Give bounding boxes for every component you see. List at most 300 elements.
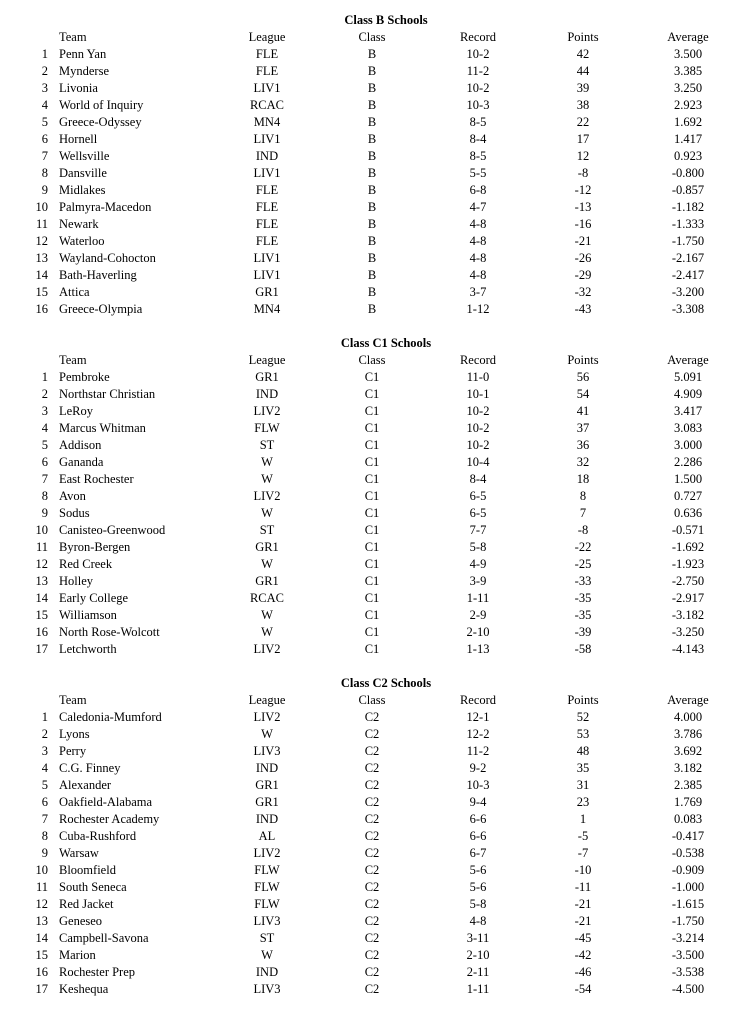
table-row [0, 199, 753, 216]
points-cell: 23 [576, 795, 590, 809]
table-row [0, 981, 753, 998]
points-cell: 7 [579, 506, 587, 520]
table-row [0, 539, 753, 556]
class-cell: C1 [364, 506, 380, 520]
class-cell: B [367, 234, 377, 248]
points-cell: -11 [574, 880, 592, 894]
header-average: Average [667, 30, 709, 44]
league-cell: GR1 [255, 795, 279, 809]
average-cell: -1.000 [671, 880, 705, 894]
header-league: League [248, 30, 286, 44]
points-cell: 56 [576, 370, 590, 384]
record-cell: 10-4 [466, 455, 490, 469]
table-row [0, 301, 753, 318]
header-league: League [248, 693, 286, 707]
table-row [0, 471, 753, 488]
table-row [0, 641, 753, 658]
team-cell: Greece-Olympia [59, 302, 143, 316]
points-cell: -22 [574, 540, 592, 554]
class-cell: C1 [364, 455, 380, 469]
points-cell: -45 [574, 931, 592, 945]
header-class: Class [358, 353, 386, 367]
class-cell: C1 [364, 523, 380, 537]
record-cell: 8-5 [469, 115, 487, 129]
league-cell: GR1 [255, 574, 279, 588]
league-cell: AL [258, 829, 276, 843]
league-cell: LIV3 [253, 982, 281, 996]
class-cell: C1 [364, 642, 380, 656]
class-cell: B [367, 64, 377, 78]
class-cell: C1 [364, 608, 380, 622]
record-cell: 12-2 [466, 727, 490, 741]
team-cell: World of Inquiry [59, 98, 144, 112]
rank-cell: 3 [41, 81, 48, 95]
table-row [0, 573, 753, 590]
average-cell: -0.800 [671, 166, 705, 180]
league-cell: FLW [254, 897, 280, 911]
table-row [0, 437, 753, 454]
header-row [0, 352, 753, 369]
average-cell: 1.692 [673, 115, 703, 129]
points-cell: 17 [576, 132, 590, 146]
rank-cell: 17 [35, 982, 48, 996]
table-row [0, 607, 753, 624]
table-row [0, 97, 753, 114]
league-cell: IND [255, 149, 279, 163]
league-cell: RCAC [249, 98, 285, 112]
class-cell: B [367, 47, 377, 61]
header-record: Record [459, 30, 497, 44]
record-cell: 4-9 [469, 557, 487, 571]
league-cell: GR1 [255, 370, 279, 384]
class-cell: C1 [364, 370, 380, 384]
rank-cell: 14 [35, 268, 48, 282]
league-cell: W [261, 557, 273, 571]
average-cell: 1.417 [673, 132, 703, 146]
team-cell: Wayland-Cohocton [59, 251, 156, 265]
record-cell: 11-2 [466, 744, 490, 758]
rank-cell: 5 [41, 115, 48, 129]
average-cell: 4.909 [673, 387, 703, 401]
average-cell: -0.571 [671, 523, 705, 537]
rank-cell: 12 [35, 234, 48, 248]
table-row [0, 811, 753, 828]
rank-cell: 6 [41, 455, 48, 469]
class-cell: C2 [364, 914, 380, 928]
team-cell: Wellsville [59, 149, 110, 163]
class-cell: C2 [364, 727, 380, 741]
team-cell: Marcus Whitman [59, 421, 146, 435]
points-cell: -8 [577, 523, 589, 537]
league-cell: LIV2 [253, 404, 281, 418]
league-cell: ST [259, 438, 275, 452]
rank-cell: 3 [41, 404, 48, 418]
rank-cell: 8 [41, 489, 48, 503]
record-cell: 10-3 [466, 778, 490, 792]
record-cell: 4-7 [469, 200, 487, 214]
points-cell: 39 [576, 81, 590, 95]
record-cell: 3-11 [466, 931, 490, 945]
rank-cell: 13 [35, 914, 48, 928]
average-cell: 3.250 [673, 81, 703, 95]
points-cell: -46 [574, 965, 592, 979]
class-cell: C2 [364, 761, 380, 775]
average-cell: -1.750 [671, 914, 705, 928]
average-cell: 3.786 [673, 727, 703, 741]
league-cell: FLW [254, 421, 280, 435]
header-points: Points [567, 693, 599, 707]
league-cell: ST [259, 931, 275, 945]
record-cell: 9-2 [469, 761, 487, 775]
points-cell: 35 [576, 761, 590, 775]
class-cell: C1 [364, 625, 380, 639]
rank-cell: 12 [35, 897, 48, 911]
table-row [0, 590, 753, 607]
rank-cell: 4 [41, 421, 48, 435]
record-cell: 6-8 [469, 183, 487, 197]
league-cell: W [261, 625, 273, 639]
team-cell: Campbell-Savona [59, 931, 149, 945]
record-cell: 10-2 [466, 438, 490, 452]
table-row [0, 165, 753, 182]
header-team: Team [59, 30, 87, 44]
average-cell: 5.091 [673, 370, 703, 384]
class-cell: B [367, 200, 377, 214]
class-cell: B [367, 98, 377, 112]
class-cell: C1 [364, 472, 380, 486]
team-cell: Mynderse [59, 64, 109, 78]
points-cell: 22 [576, 115, 590, 129]
table-row [0, 556, 753, 573]
league-cell: LIV2 [253, 489, 281, 503]
record-cell: 6-5 [469, 489, 487, 503]
average-cell: 3.385 [673, 64, 703, 78]
league-cell: FLE [255, 183, 279, 197]
header-record: Record [459, 353, 497, 367]
average-cell: -0.857 [671, 183, 705, 197]
team-cell: Geneseo [59, 914, 103, 928]
header-team: Team [59, 353, 87, 367]
team-cell: Letchworth [59, 642, 117, 656]
average-cell: -0.417 [671, 829, 705, 843]
points-cell: 8 [579, 489, 587, 503]
points-cell: -21 [574, 897, 592, 911]
team-cell: Newark [59, 217, 99, 231]
record-cell: 6-6 [469, 829, 487, 843]
team-cell: Hornell [59, 132, 98, 146]
rank-cell: 9 [41, 846, 48, 860]
record-cell: 1-12 [466, 302, 490, 316]
average-cell: 3.417 [673, 404, 703, 418]
class-cell: B [367, 149, 377, 163]
rank-cell: 6 [41, 795, 48, 809]
average-cell: 3.000 [673, 438, 703, 452]
league-cell: LIV1 [253, 268, 281, 282]
table-row [0, 233, 753, 250]
points-cell: -7 [577, 846, 589, 860]
team-cell: Cuba-Rushford [59, 829, 137, 843]
points-cell: 36 [576, 438, 590, 452]
class-cell: B [367, 183, 377, 197]
league-cell: MN4 [253, 115, 281, 129]
table-row [0, 913, 753, 930]
points-cell: 52 [576, 710, 590, 724]
rank-cell: 16 [35, 625, 48, 639]
team-cell: Livonia [59, 81, 98, 95]
class-cell: B [367, 302, 377, 316]
rank-cell: 13 [35, 574, 48, 588]
team-cell: Avon [59, 489, 86, 503]
record-cell: 3-9 [469, 574, 487, 588]
record-cell: 1-11 [466, 982, 490, 996]
class-cell: C1 [364, 438, 380, 452]
table-row [0, 964, 753, 981]
points-cell: -58 [574, 642, 592, 656]
record-cell: 2-10 [466, 625, 490, 639]
league-cell: FLW [254, 880, 280, 894]
points-cell: -33 [574, 574, 592, 588]
team-cell: Alexander [59, 778, 112, 792]
average-cell: -1.923 [671, 557, 705, 571]
average-cell: -0.538 [671, 846, 705, 860]
class-cell: C1 [364, 421, 380, 435]
class-cell: C1 [364, 404, 380, 418]
points-cell: 44 [576, 64, 590, 78]
header-row [0, 692, 753, 709]
rank-cell: 3 [41, 744, 48, 758]
average-cell: -2.417 [671, 268, 705, 282]
table-row [0, 369, 753, 386]
table-row [0, 386, 753, 403]
record-cell: 12-1 [466, 710, 490, 724]
league-cell: LIV2 [253, 710, 281, 724]
points-cell: 31 [576, 778, 590, 792]
average-cell: -3.538 [671, 965, 705, 979]
rank-cell: 13 [35, 251, 48, 265]
average-cell: 0.083 [673, 812, 703, 826]
table-row [0, 505, 753, 522]
league-cell: LIV1 [253, 132, 281, 146]
league-cell: GR1 [255, 540, 279, 554]
class-cell: C1 [364, 387, 380, 401]
rank-cell: 15 [35, 948, 48, 962]
record-cell: 5-5 [469, 166, 487, 180]
rank-cell: 11 [35, 540, 48, 554]
record-cell: 8-4 [469, 132, 487, 146]
rank-cell: 14 [35, 591, 48, 605]
points-cell: -39 [574, 625, 592, 639]
record-cell: 4-8 [469, 268, 487, 282]
record-cell: 8-4 [469, 472, 487, 486]
table-row [0, 947, 753, 964]
record-cell: 3-7 [469, 285, 487, 299]
team-cell: Williamson [59, 608, 117, 622]
points-cell: -54 [574, 982, 592, 996]
league-cell: FLE [255, 47, 279, 61]
rank-cell: 2 [41, 64, 48, 78]
record-cell: 10-2 [466, 404, 490, 418]
league-cell: ST [259, 523, 275, 537]
class-cell: C1 [364, 557, 380, 571]
table-row [0, 284, 753, 301]
rank-cell: 2 [41, 727, 48, 741]
average-cell: -3.200 [671, 285, 705, 299]
header-points: Points [567, 353, 599, 367]
record-cell: 10-2 [466, 81, 490, 95]
average-cell: 1.769 [673, 795, 703, 809]
team-cell: Greece-Odyssey [59, 115, 142, 129]
team-cell: Gananda [59, 455, 104, 469]
team-cell: Rochester Prep [59, 965, 136, 979]
record-cell: 1-11 [466, 591, 490, 605]
average-cell: 4.000 [673, 710, 703, 724]
header-team: Team [59, 693, 87, 707]
league-cell: IND [255, 812, 279, 826]
league-cell: FLW [254, 863, 280, 877]
points-cell: -5 [577, 829, 589, 843]
points-cell: 54 [576, 387, 590, 401]
record-cell: 2-11 [466, 965, 490, 979]
class-cell: B [367, 115, 377, 129]
team-cell: Sodus [59, 506, 90, 520]
league-cell: FLE [255, 64, 279, 78]
points-cell: -13 [574, 200, 592, 214]
rank-cell: 14 [35, 931, 48, 945]
average-cell: -1.750 [671, 234, 705, 248]
average-cell: 2.286 [673, 455, 703, 469]
team-cell: Early College [59, 591, 129, 605]
team-cell: Rochester Academy [59, 812, 160, 826]
team-cell: LeRoy [59, 404, 94, 418]
header-record: Record [459, 693, 497, 707]
team-cell: C.G. Finney [59, 761, 121, 775]
points-cell: -32 [574, 285, 592, 299]
points-cell: -10 [574, 863, 592, 877]
record-cell: 7-7 [469, 523, 487, 537]
points-cell: -42 [574, 948, 592, 962]
class-cell: B [367, 166, 377, 180]
class-cell: B [367, 285, 377, 299]
league-cell: FLE [255, 200, 279, 214]
record-cell: 11-0 [466, 370, 490, 384]
team-cell: Pembroke [59, 370, 110, 384]
class-cell: C2 [364, 744, 380, 758]
league-cell: W [261, 472, 273, 486]
league-cell: FLE [255, 234, 279, 248]
team-cell: Caledonia-Mumford [59, 710, 162, 724]
average-cell: 2.385 [673, 778, 703, 792]
class-cell: C2 [364, 880, 380, 894]
team-cell: Bath-Haverling [59, 268, 137, 282]
section-title: Class C1 Schools [340, 336, 432, 350]
rank-cell: 11 [35, 880, 48, 894]
points-cell: 37 [576, 421, 590, 435]
rank-cell: 10 [35, 863, 48, 877]
rank-cell: 7 [41, 812, 48, 826]
rank-cell: 11 [35, 217, 48, 231]
table-row [0, 828, 753, 845]
average-cell: -3.250 [671, 625, 705, 639]
record-cell: 5-8 [469, 540, 487, 554]
rank-cell: 8 [41, 166, 48, 180]
section-title: Class B Schools [344, 13, 428, 27]
class-cell: C1 [364, 591, 380, 605]
table-row [0, 709, 753, 726]
league-cell: W [261, 506, 273, 520]
class-cell: C2 [364, 710, 380, 724]
average-cell: -1.692 [671, 540, 705, 554]
rank-cell: 12 [35, 557, 48, 571]
team-cell: Waterloo [59, 234, 105, 248]
table-row [0, 131, 753, 148]
rank-cell: 1 [41, 47, 48, 61]
average-cell: 3.083 [673, 421, 703, 435]
league-cell: IND [255, 761, 279, 775]
points-cell: -26 [574, 251, 592, 265]
table-row [0, 114, 753, 131]
class-cell: C2 [364, 948, 380, 962]
league-cell: LIV3 [253, 744, 281, 758]
points-cell: -21 [574, 914, 592, 928]
league-cell: W [261, 948, 273, 962]
class-cell: C2 [364, 846, 380, 860]
team-cell: Dansville [59, 166, 107, 180]
team-cell: South Seneca [59, 880, 127, 894]
record-cell: 5-6 [469, 880, 487, 894]
average-cell: -3.182 [671, 608, 705, 622]
rank-cell: 4 [41, 761, 48, 775]
section-title: Class C2 Schools [340, 676, 432, 690]
record-cell: 4-8 [469, 234, 487, 248]
league-cell: LIV3 [253, 914, 281, 928]
table-row [0, 794, 753, 811]
rank-cell: 15 [35, 608, 48, 622]
points-cell: 38 [576, 98, 590, 112]
table-row [0, 403, 753, 420]
team-cell: Bloomfield [59, 863, 116, 877]
class-cell: C1 [364, 540, 380, 554]
class-cell: C2 [364, 863, 380, 877]
rank-cell: 9 [41, 506, 48, 520]
table-row [0, 267, 753, 284]
league-cell: FLE [255, 217, 279, 231]
class-cell: B [367, 268, 377, 282]
points-cell: -12 [574, 183, 592, 197]
rank-cell: 17 [35, 642, 48, 656]
table-row [0, 760, 753, 777]
record-cell: 4-8 [469, 914, 487, 928]
header-class: Class [358, 30, 386, 44]
team-cell: Perry [59, 744, 87, 758]
record-cell: 6-6 [469, 812, 487, 826]
league-cell: GR1 [255, 285, 279, 299]
points-cell: -16 [574, 217, 592, 231]
table-row [0, 454, 753, 471]
table-row [0, 930, 753, 947]
record-cell: 5-8 [469, 897, 487, 911]
rank-cell: 9 [41, 183, 48, 197]
record-cell: 10-1 [466, 387, 490, 401]
average-cell: -3.500 [671, 948, 705, 962]
league-cell: GR1 [255, 778, 279, 792]
rank-cell: 5 [41, 778, 48, 792]
header-row [0, 29, 753, 46]
header-class: Class [358, 693, 386, 707]
table-row [0, 624, 753, 641]
points-cell: 41 [576, 404, 590, 418]
rank-cell: 5 [41, 438, 48, 452]
class-cell: C1 [364, 489, 380, 503]
